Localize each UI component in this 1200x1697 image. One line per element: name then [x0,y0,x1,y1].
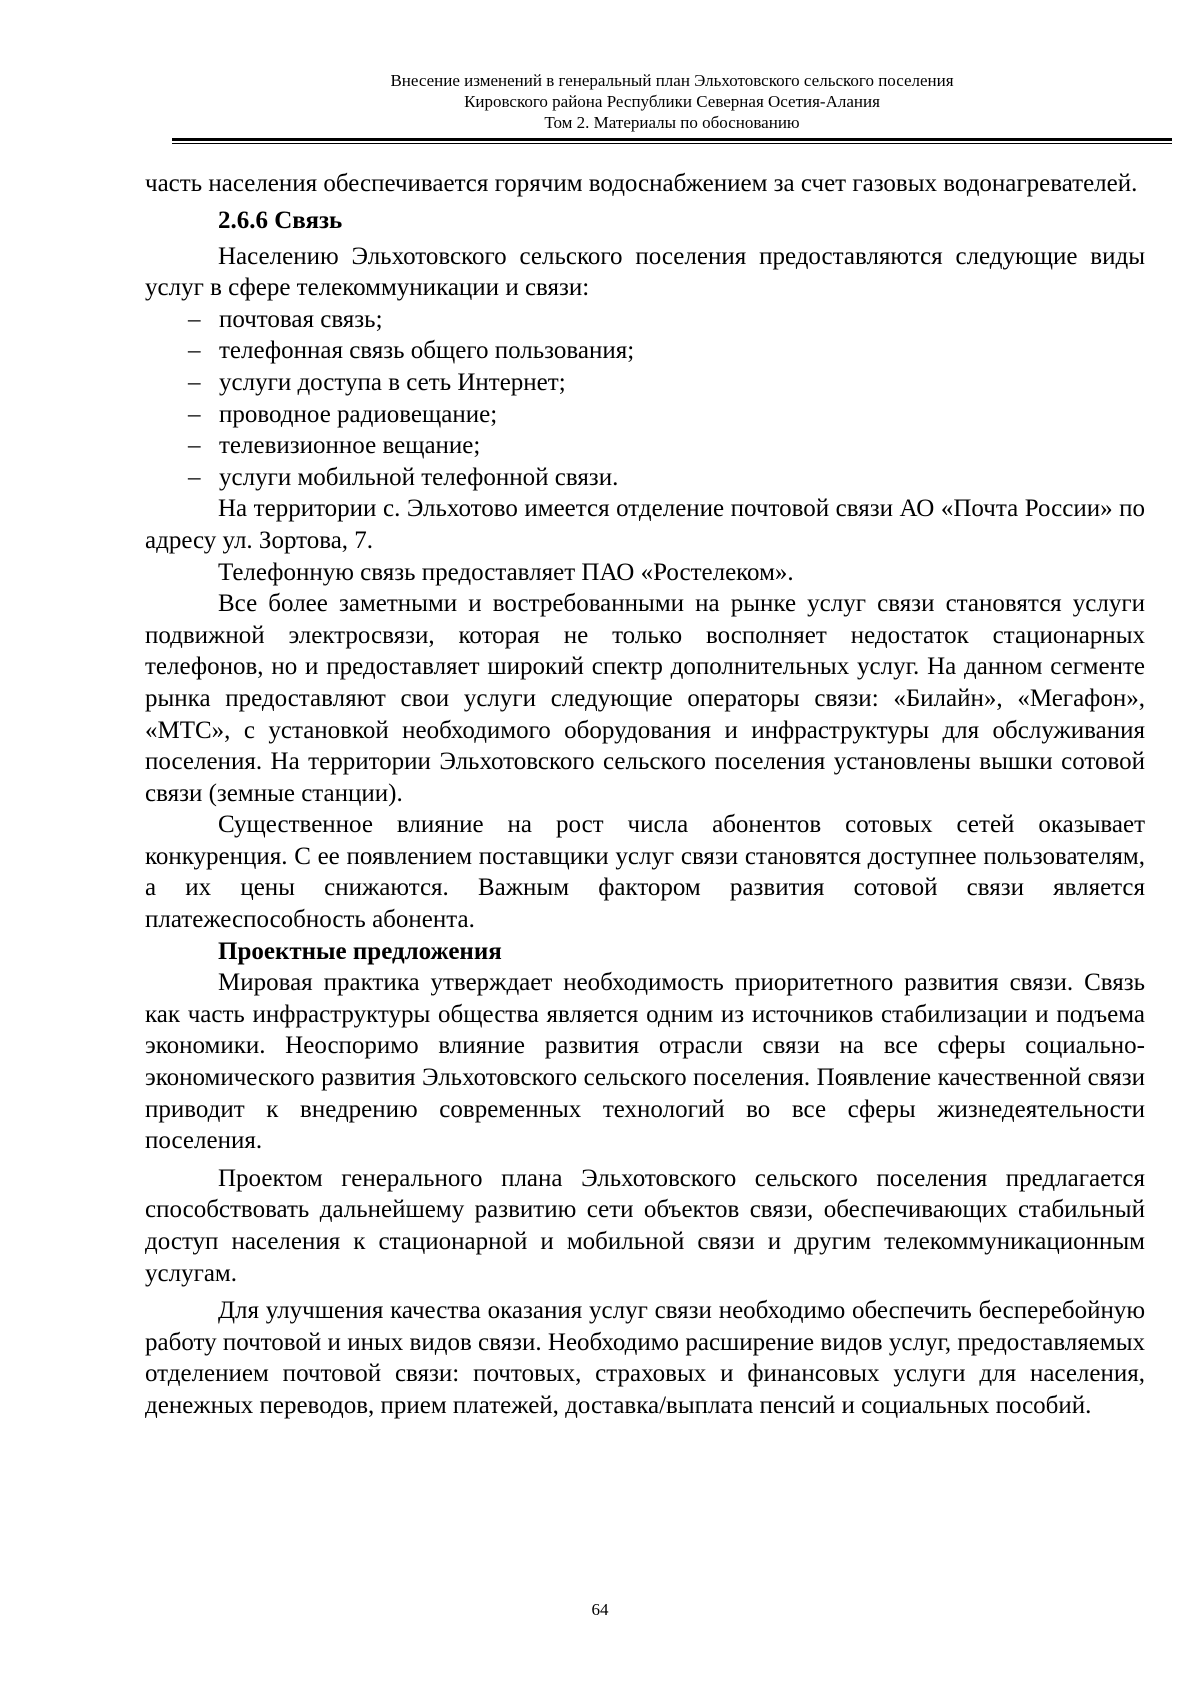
paragraph-world-practice: Мировая практика утверждает необходимость приоритетного развития связи. Связь как часть инфраструктуры общества является одним из источников стабилизации и подъема экономики. Неоспоримо влияние развития отрасли связи на все сферы социально-экономического развития Эльхотовского сельского поселения. Появление качественной связи приводит к внедрению современных технологий во все сферы жизнедеятельности поселения. [145,969,1145,1155]
header-rule-thick [172,138,1172,141]
list-dash: – [188,400,201,428]
list-dash: – [188,305,201,333]
header-line-3: Том 2. Материалы по обоснованию [544,113,800,132]
services-list [145,304,1145,494]
list-item-text: телефонная связь общего пользования; [219,337,635,365]
list-item [145,335,1145,367]
paragraph-competition: Существенное влияние на рост числа абонентов сотовых сетей оказывает конкуренция. С ее появлением поставщики услуг связи становятся доступнее пользователям, а их цены снижаются. Важным фактором развития сотовой связи является платежеспособность абонента. [145,811,1145,934]
list-item-text: телевизионное вещание; [219,432,481,460]
paragraph-post-office: На территории с. Эльхотово имеется отделение почтовой связи АО «Почта России» по адресу ул. Зортова, 7. [145,495,1145,554]
list-item-text: почтовая связь; [219,305,383,333]
list-item-text: услуги мобильной телефонной связи. [219,463,619,491]
subsection-title: Проектные предложения [218,937,502,965]
list-item [145,367,1145,399]
list-dash: – [188,432,201,460]
header-rule-thin [172,143,1172,144]
paragraph-mobile: Все более заметными и востребованными на рынке услуг связи становятся услуги подвижной электросвязи, которая не только восполняет недостаток стационарных телефонов, но и предоставляет широкий спектр дополнительных услуг. На данном сегменте рынка предоставляют свои услуги следующие операторы связи: «Билайн», «Мегафон», «МТС», с установкой необходимого оборудования и инфраструктуры для обслуживания поселения. На территории Эльхотовского сельского поселения установлены вышки сотовой связи (земные станции). [145,590,1145,807]
page-number: 64 [591,1600,609,1619]
paragraph-services: Населению Эльхотовского сельского поселения предоставляются следующие виды услуг в сфере телекоммуникации и связи: [145,242,1145,302]
list-item-text: проводное радиовещание; [219,400,498,428]
header-line-2: Кировского района Республики Северная Осетия-Алания [464,92,880,111]
section-title: 2.6.6 Связь [218,206,343,234]
list-item [145,430,1145,462]
list-item [145,304,1145,336]
list-item [145,399,1145,431]
list-item [145,462,1145,494]
list-dash: – [188,463,201,491]
list-item-text: услуги доступа в сеть Интернет; [219,368,566,396]
paragraph-telephone: Телефонную связь предоставляет ПАО «Ростелеком». [218,558,794,586]
list-dash: – [188,337,201,365]
header-line-1: Внесение изменений в генеральный план Эльхотовского сельского поселения [390,71,954,90]
list-dash: – [188,368,201,396]
paragraph-intro: часть населения обеспечивается горячим водоснабжением за счет газовых водонагревателей. [145,170,1138,197]
paragraph-project: Проектом генерального плана Эльхотовского сельского поселения предлагается способствовать дальнейшему развитию сети объектов связи, обеспечивающих стабильный доступ населения к стационарной и мобильной связи и другим телекоммуникационным услугам. [145,1164,1145,1287]
document-body [145,168,1145,1422]
paragraph-improvement: Для улучшения качества оказания услуг связи необходимо обеспечить бесперебойную работу почтовой и иных видов связи. Необходимо расширение видов услуг, предоставляемых отделением почтовой связи: почтовых, страховых и финансовых услуги для населения, денежных переводов, прием платежей, доставка/выплата пенсий и социальных пособий. [145,1297,1145,1419]
running-header [172,70,1172,133]
